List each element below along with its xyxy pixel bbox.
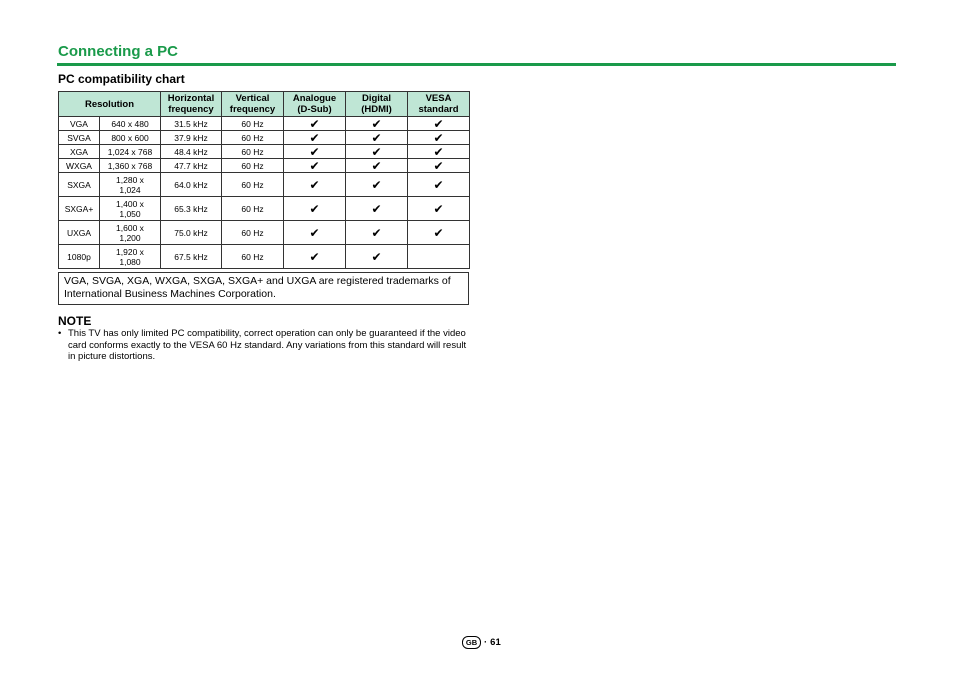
digital-check: ✔ xyxy=(346,117,408,131)
vesa-check: ✔ xyxy=(408,159,470,173)
vertical-frequency: 60 Hz xyxy=(222,131,284,145)
header-vertical-frequency: Vertical frequency xyxy=(222,92,284,117)
resolution-value: 1,360 x 768 xyxy=(100,159,161,173)
vertical-frequency: 60 Hz xyxy=(222,221,284,245)
table-row xyxy=(59,145,470,159)
analogue-check: ✔ xyxy=(284,245,346,269)
page-footer xyxy=(462,636,501,649)
chart-title: PC compatibility chart xyxy=(58,72,185,86)
mode-name: SXGA xyxy=(59,173,100,197)
footer-separator: · xyxy=(484,637,488,648)
horizontal-frequency: 37.9 kHz xyxy=(161,131,222,145)
mode-name: SXGA+ xyxy=(59,197,100,221)
vertical-frequency: 60 Hz xyxy=(222,159,284,173)
horizontal-frequency: 65.3 kHz xyxy=(161,197,222,221)
table-row xyxy=(59,221,470,245)
table-row xyxy=(59,117,470,131)
analogue-check: ✔ xyxy=(284,221,346,245)
vertical-frequency: 60 Hz xyxy=(222,197,284,221)
vesa-check xyxy=(408,245,470,269)
mode-name: 1080p xyxy=(59,245,100,269)
vertical-frequency: 60 Hz xyxy=(222,173,284,197)
resolution-value: 1,920 x 1,080 xyxy=(100,245,161,269)
vertical-frequency: 60 Hz xyxy=(222,145,284,159)
header-analogue: Analogue (D-Sub) xyxy=(284,92,346,117)
table-row xyxy=(59,245,470,269)
section-divider xyxy=(57,63,896,66)
resolution-value: 1,400 x 1,050 xyxy=(100,197,161,221)
digital-check: ✔ xyxy=(346,159,408,173)
note-heading: NOTE xyxy=(58,314,92,328)
table-header-row xyxy=(59,92,470,117)
mode-name: VGA xyxy=(59,117,100,131)
analogue-check: ✔ xyxy=(284,159,346,173)
vesa-check: ✔ xyxy=(408,197,470,221)
digital-check: ✔ xyxy=(346,197,408,221)
analogue-check: ✔ xyxy=(284,117,346,131)
section-title: Connecting a PC xyxy=(58,43,179,60)
vesa-check: ✔ xyxy=(408,173,470,197)
digital-check: ✔ xyxy=(346,173,408,197)
resolution-value: 1,280 x 1,024 xyxy=(100,173,161,197)
mode-name: WXGA xyxy=(59,159,100,173)
digital-check: ✔ xyxy=(346,131,408,145)
horizontal-frequency: 31.5 kHz xyxy=(161,117,222,131)
digital-check: ✔ xyxy=(346,145,408,159)
horizontal-frequency: 47.7 kHz xyxy=(161,159,222,173)
analogue-check: ✔ xyxy=(284,145,346,159)
header-horizontal-frequency: Horizontal frequency xyxy=(161,92,222,117)
note-body xyxy=(58,328,468,363)
mode-name: XGA xyxy=(59,145,100,159)
note-text: This TV has only limited PC compatibility, correct operation can only be guaranteed if the video card conforms exactly to the VESA 60 Hz standard. Any variations from this standard will result in picture distortions. xyxy=(68,328,467,362)
table-row xyxy=(59,197,470,221)
table-row xyxy=(59,131,470,145)
resolution-value: 640 x 480 xyxy=(100,117,161,131)
digital-check: ✔ xyxy=(346,245,408,269)
table-row xyxy=(59,159,470,173)
analogue-check: ✔ xyxy=(284,173,346,197)
header-vesa: VESA standard xyxy=(408,92,470,117)
table-row xyxy=(59,173,470,197)
vesa-check: ✔ xyxy=(408,131,470,145)
resolution-value: 1,024 x 768 xyxy=(100,145,161,159)
resolution-value: 800 x 600 xyxy=(100,131,161,145)
vertical-frequency: 60 Hz xyxy=(222,117,284,131)
region-gb-icon: GB xyxy=(462,636,481,649)
horizontal-frequency: 48.4 kHz xyxy=(161,145,222,159)
analogue-check: ✔ xyxy=(284,197,346,221)
digital-check: ✔ xyxy=(346,221,408,245)
vertical-frequency: 60 Hz xyxy=(222,245,284,269)
horizontal-frequency: 67.5 kHz xyxy=(161,245,222,269)
mode-name: SVGA xyxy=(59,131,100,145)
analogue-check: ✔ xyxy=(284,131,346,145)
mode-name: UXGA xyxy=(59,221,100,245)
header-resolution: Resolution xyxy=(59,92,161,117)
horizontal-frequency: 64.0 kHz xyxy=(161,173,222,197)
trademark-notice: VGA, SVGA, XGA, WXGA, SXGA, SXGA+ and UXGA are registered trademarks of International Business Machines Corporation. xyxy=(58,272,469,305)
resolution-value: 1,600 x 1,200 xyxy=(100,221,161,245)
vesa-check: ✔ xyxy=(408,221,470,245)
vesa-check: ✔ xyxy=(408,117,470,131)
bullet-icon: • xyxy=(58,328,62,339)
vesa-check: ✔ xyxy=(408,145,470,159)
pc-compatibility-table xyxy=(58,91,470,269)
header-digital: Digital (HDMI) xyxy=(346,92,408,117)
page-number: 61 xyxy=(490,637,501,648)
horizontal-frequency: 75.0 kHz xyxy=(161,221,222,245)
